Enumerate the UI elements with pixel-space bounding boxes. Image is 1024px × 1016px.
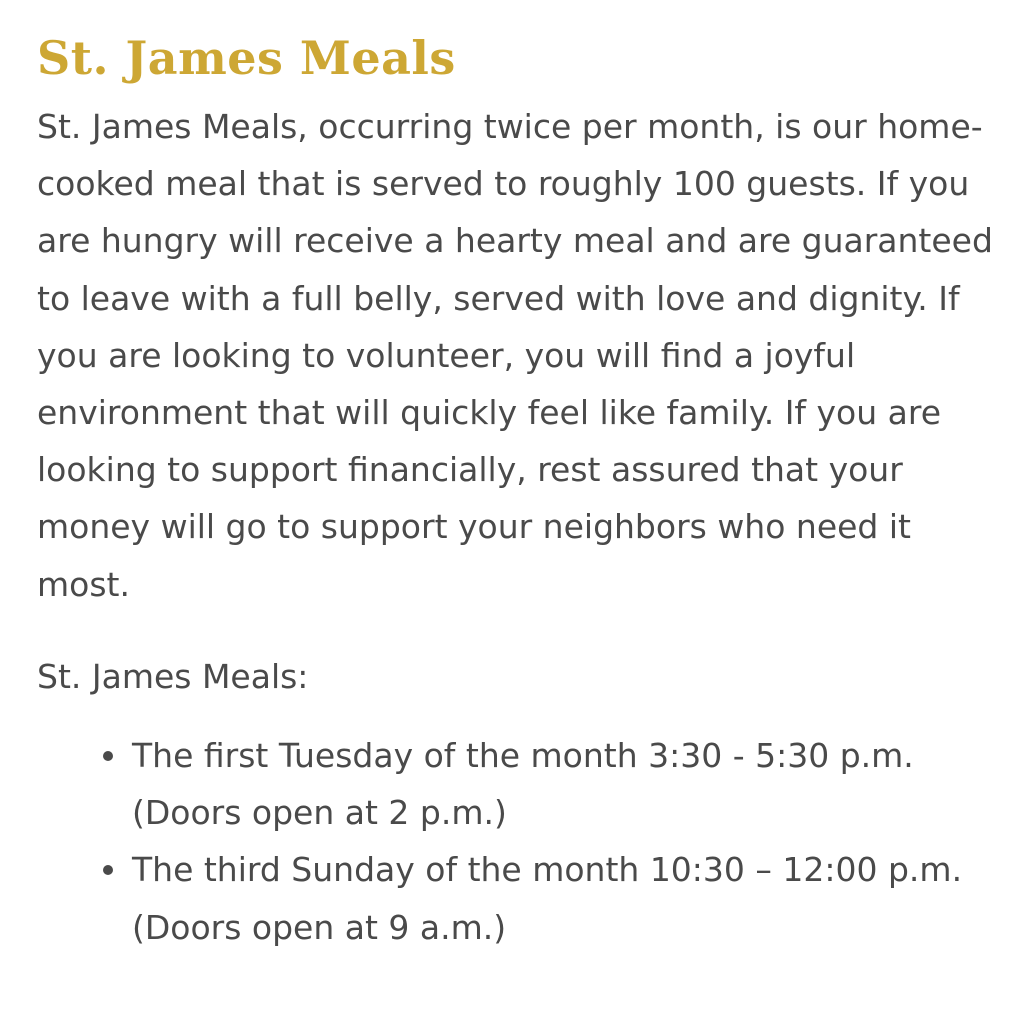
bullet-icon <box>103 751 113 761</box>
schedule-item-text: The first Tuesday of the month 3:30 - 5:30 p.m. (Doors open at 2 p.m.) <box>132 736 914 833</box>
intro-paragraph: St. James Meals, occurring twice per month, is our home-cooked meal that is served to roughly 100 guests. If you are hungry will receive a hearty meal and are guaranteed to leave with a full belly, served with love and dignity. If you are looking to volunteer, you will find a joyful environment that will quickly feel like family. If you are looking to support financially, rest assured that your money will go to support your neighbors who need it most. <box>37 107 993 604</box>
schedule-item-text: The third Sunday of the month 10:30 – 12:00 p.m. (Doors open at 9 a.m.) <box>132 850 963 947</box>
page-title: St. James Meals <box>37 31 456 85</box>
article <box>37 28 997 956</box>
schedule-label: St. James Meals: <box>37 656 309 696</box>
schedule-list <box>37 727 997 956</box>
list-item <box>132 841 997 955</box>
bullet-icon <box>103 865 113 875</box>
list-item <box>132 727 997 841</box>
